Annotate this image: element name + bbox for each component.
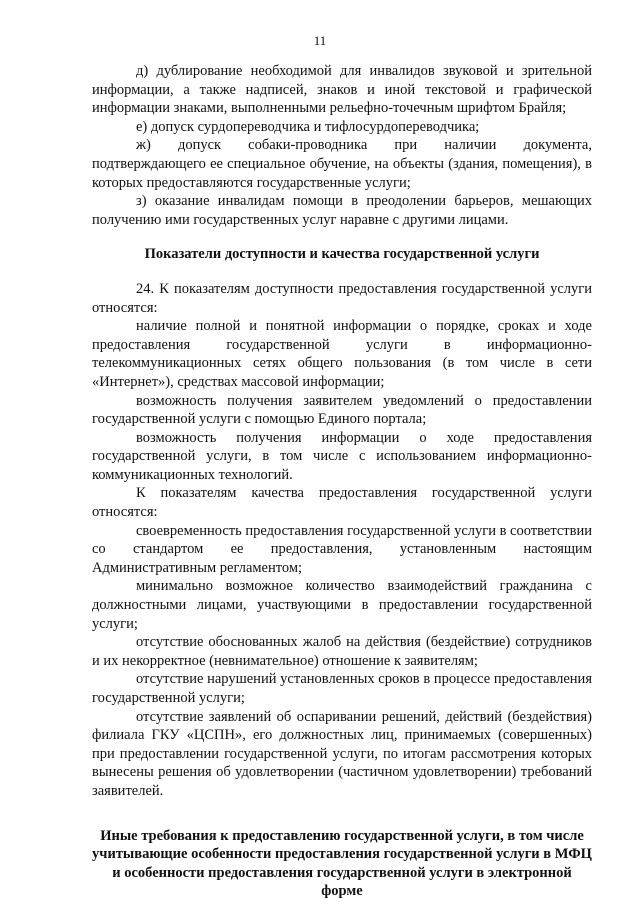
list-item-d: д) дублирование необходимой для инвалидов звуковой и зрительной информации, а также надписей, знаков и иной текстовой и графической информации знаками, выполненными рельефно-точечным шрифтом Брайля; <box>92 63 592 117</box>
section-heading-other-requirements: Иные требования к предоставлению государственной услуги, в том числе учитывающие особенности предоставления государственной услуги в МФЦ и особенности предоставления государственной услуги в электронной форме <box>92 827 592 900</box>
page-number: 11 <box>313 33 327 48</box>
quality-indicator-2: минимально возможное количество взаимодействий гражданина с должностными лицами, участвующими в предоставлении государственной услуги; <box>92 578 592 632</box>
quality-indicator-5: отсутствие заявлений об оспаривании решений, действий (бездействия) филиала ГКУ «ЦСПН», его должностных лиц, принимаемых (совершенных) при предоставлении государственной услуги, по итогам рассмотрения которых вынесены решения об удовлетворении (частичном удовлетворении) требований заявителей. <box>92 708 592 799</box>
quality-indicator-1: своевременность предоставления государственной услуги в соответствии со стандартом ее предоставления, установленным настоящим Административным регламентом; <box>92 522 592 576</box>
quality-indicator-4: отсутствие нарушений установленных сроков в процессе предоставления государственной услуги; <box>92 671 592 706</box>
quality-intro: К показателям качества предоставления государственной услуги относятся: <box>92 485 592 521</box>
accessibility-indicator-3: возможность получения информации о ходе предоставления государственной услуги, в том числе с использованием информационно-коммуникационных технологий. <box>92 429 592 483</box>
document-body <box>92 62 592 901</box>
list-item-z: з) оказание инвалидам помощи в преодолении барьеров, мешающих получению ими государственных услуг наравне с другими лицами. <box>92 193 592 228</box>
quality-indicator-3: отсутствие обоснованных жалоб на действия (бездействие) сотрудников и их некорректное (невнимательное) отношение к заявителям; <box>92 634 592 669</box>
accessibility-indicator-2: возможность получения заявителем уведомлений о предоставлении государственной услуги с помощью Единого портала; <box>92 392 592 428</box>
list-item-e: е) допуск сурдопереводчика и тифлосурдопереводчика; <box>136 118 480 135</box>
paragraph-24: 24. К показателям доступности предоставления государственной услуги относятся: <box>92 280 592 316</box>
list-item-zh: ж) допуск собаки-проводника при наличии документа, подтверждающего ее специальное обучение, на объекты (здания, помещения), в которых предоставляются государственные услуги; <box>92 137 592 191</box>
section-heading-accessibility: Показатели доступности и качества государственной услуги <box>144 246 540 263</box>
accessibility-indicator-1: наличие полной и понятной информации о порядке, сроках и ходе предоставления государственной услуги в информационно-телекоммуникационных сетях общего пользования (в том числе в сети «Интернет»), средствах массовой информации; <box>92 318 592 390</box>
